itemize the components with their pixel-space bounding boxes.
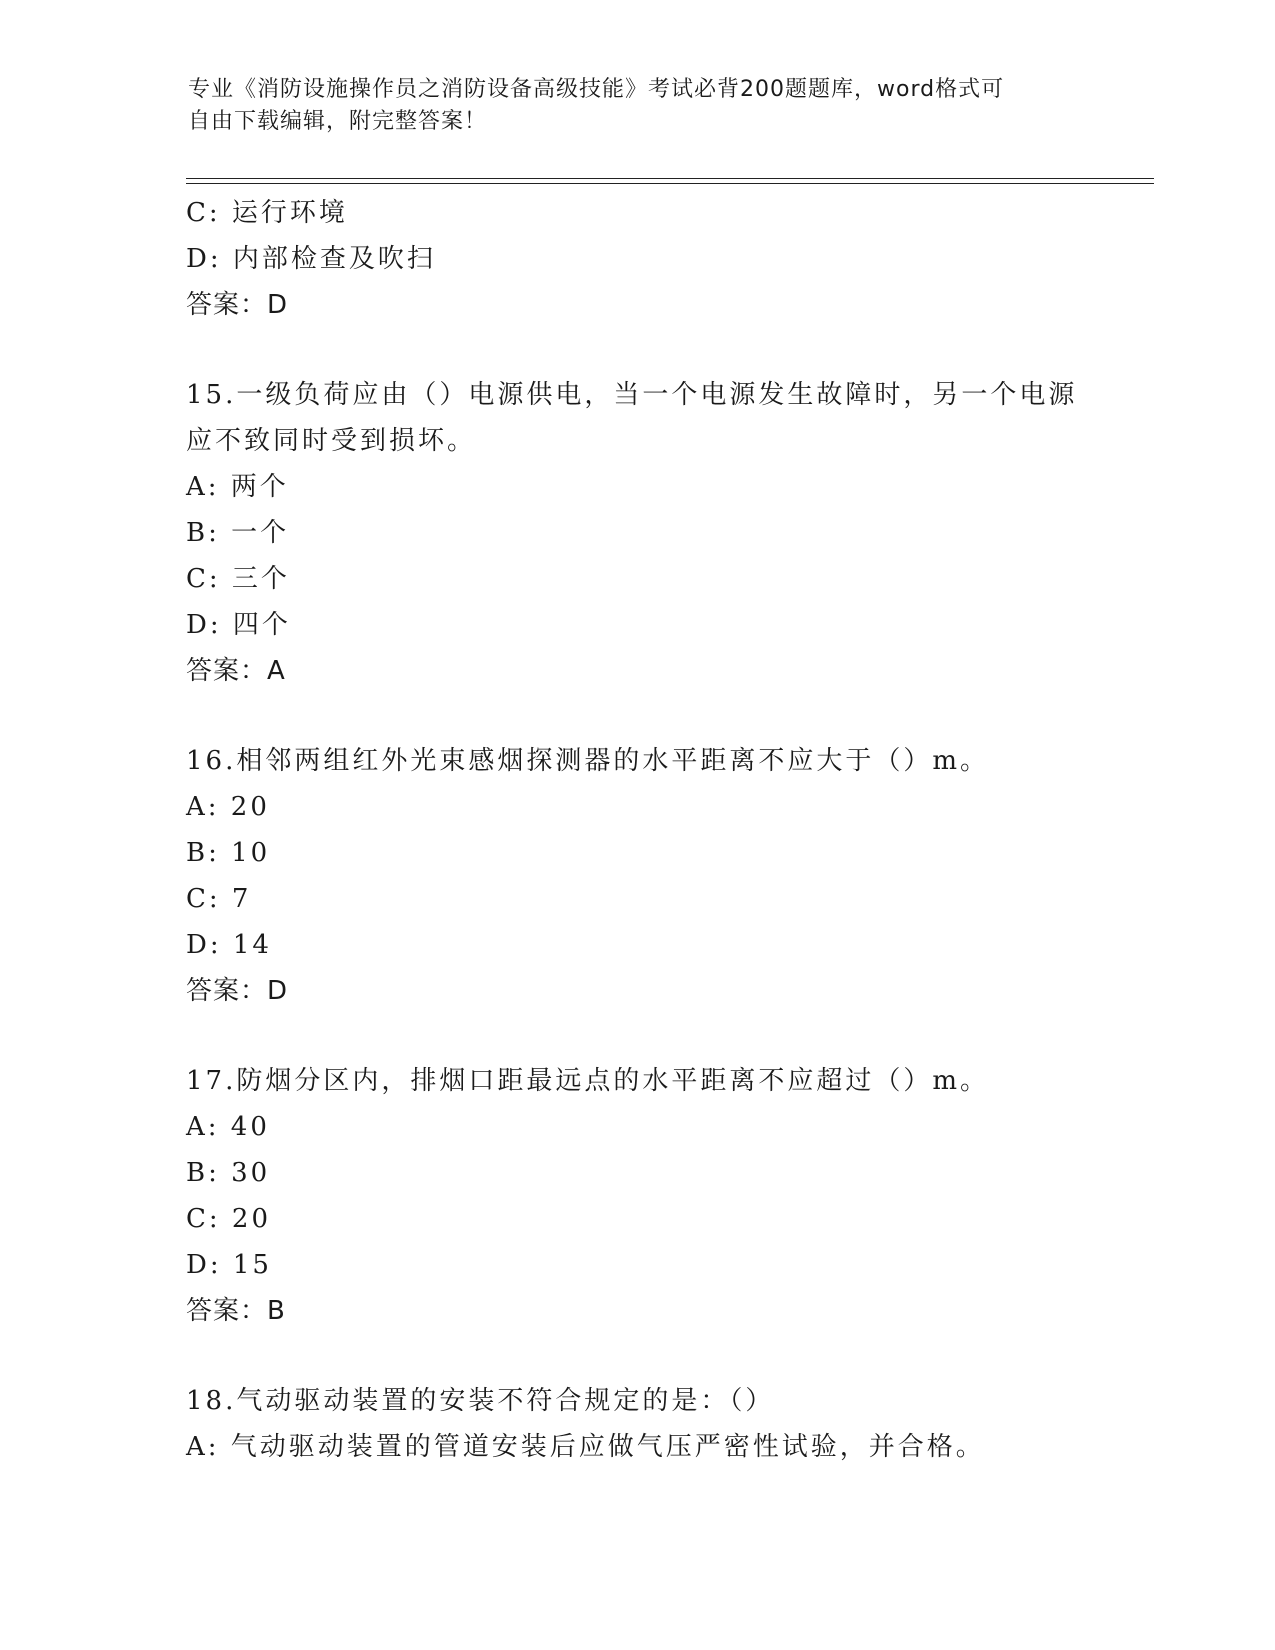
option-a: A: 20 — [186, 792, 270, 822]
option-d: D: 内部检查及吹扫 — [186, 244, 436, 274]
option-c: C: 7 — [186, 884, 252, 914]
option-b: B: 一个 — [186, 518, 290, 548]
spacer — [186, 1014, 1086, 1058]
answer-label: 答案：D — [186, 290, 289, 320]
option-d: D: 四个 — [186, 610, 291, 640]
question-15 — [186, 372, 1086, 694]
question-stem: 16.相邻两组红外光束感烟探测器的水平距离不应大于（）m。 — [186, 746, 990, 776]
question-18 — [186, 1378, 1086, 1470]
question-stem-continued: 应不致同时受到损坏。 — [186, 426, 477, 456]
option-a: A: 气动驱动装置的管道安装后应做气压严密性试验，并合格。 — [186, 1432, 985, 1462]
answer-label: 答案：D — [186, 976, 289, 1006]
header-line-1: 专业《消防设施操作员之消防设备高级技能》考试必背200题题库，word格式可 — [188, 77, 1005, 102]
spacer — [186, 328, 1086, 372]
question-16 — [186, 738, 1086, 1014]
answer-label: 答案：A — [186, 656, 286, 686]
option-a: A: 两个 — [186, 472, 289, 502]
option-c: C: 20 — [186, 1204, 272, 1234]
document-header — [188, 74, 1068, 138]
answer-label: 答案：B — [186, 1296, 286, 1326]
spacer — [186, 694, 1086, 738]
option-b: B: 10 — [186, 838, 271, 868]
question-stem: 17.防烟分区内，排烟口距最远点的水平距离不应超过（）m。 — [186, 1066, 990, 1096]
question-list — [186, 190, 1086, 1470]
header-line-2: 自由下载编辑，附完整答案！ — [188, 109, 488, 134]
option-c: C: 运行环境 — [186, 198, 348, 228]
question-stem: 18.气动驱动装置的安装不符合规定的是：（） — [186, 1386, 775, 1416]
header-divider-top — [186, 178, 1154, 179]
option-d: D: 15 — [186, 1250, 272, 1280]
question-17 — [186, 1058, 1086, 1334]
spacer — [186, 1334, 1086, 1378]
option-c: C: 三个 — [186, 564, 290, 594]
question-14-tail — [186, 190, 1086, 328]
option-b: B: 30 — [186, 1158, 271, 1188]
option-d: D: 14 — [186, 930, 272, 960]
option-a: A: 40 — [186, 1112, 270, 1142]
header-divider-bottom — [186, 183, 1154, 184]
question-stem: 15.一级负荷应由（）电源供电，当一个电源发生故障时，另一个电源 — [186, 380, 1078, 410]
